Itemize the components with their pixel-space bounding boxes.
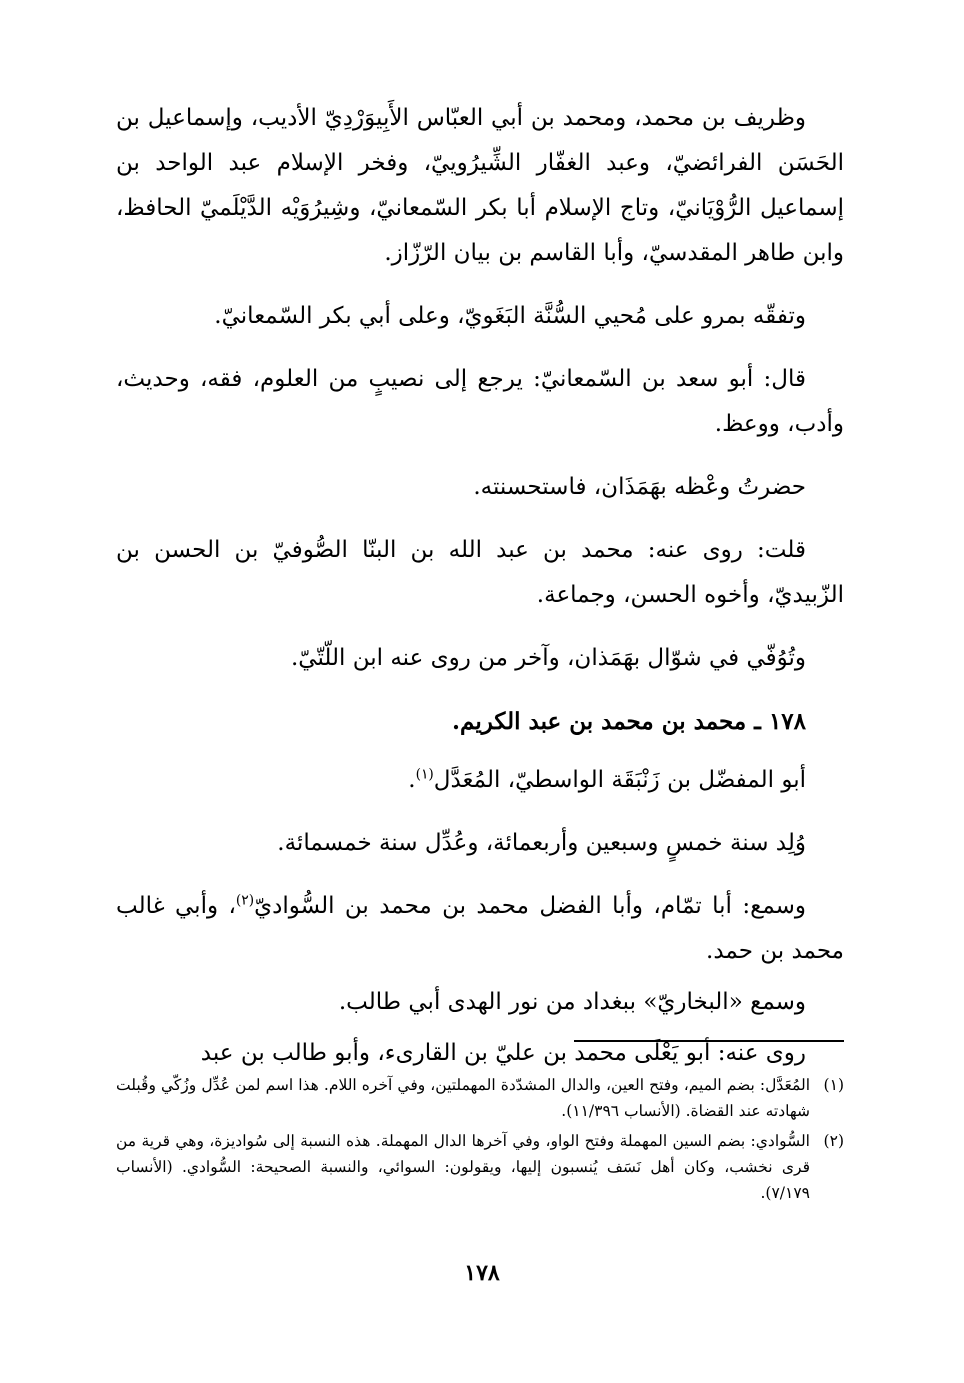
footnote-number: (٢) — [823, 1132, 844, 1150]
paragraph-bukhari: وسمع «البخاريّ» ببغداد من نور الهدى أبي طالب. — [338, 989, 806, 1015]
footnote-text: المُعَدَّل: بضم الميم، وفتح العين، والدال المشدّدة المهملتين، وفي آخره اللام. هذا اسم لمن عُدِّل وزُكّي وقُبلت شهادته عند القضاة. (الأنساب ١١/٣٩٦). — [116, 1076, 810, 1120]
paragraph-narrated-by: روى عنه: أبو يَعْلَى محمد بن عليّ بن القارىء، وأبو طالب بن عبد — [200, 1040, 806, 1066]
name-end: . — [408, 767, 416, 793]
paragraph-narrators: قلت: روى عنه: محمد بن عبد الله بن البنّا الصُّوفيّ بن الحسن بن الزّبيديّ، وأخوه الحسن، وجماعة. — [116, 537, 844, 608]
heard-text-b: ، وأبي غالب محمد بن حمد. — [116, 893, 844, 964]
footnote-ref-2[interactable]: (٢) — [235, 892, 255, 909]
paragraph-attended: حضرتُ وعْظه بهَمَذَان، فاستحسنته. — [473, 474, 806, 500]
footnote-1 — [116, 1072, 844, 1124]
footnote-ref-1[interactable]: (١) — [415, 766, 434, 783]
main-text — [116, 96, 844, 1082]
paragraph-quote: قال: أبو سعد بن السّمعانيّ: يرجع إلى نصيبٍ من العلوم، فقه، وحديث، وأدب، ووعظ. — [116, 366, 844, 437]
paragraph-heard — [116, 884, 844, 974]
footnote-text: السُّوادي: بضم السين المهملة وفتح الواو، وفي آخرها الدال المهملة. هذه النسبة إلى سُواديزة، وهي قرية من قرى نخشب، وكان أهل نَسَف يُنسبون إليها، ويقولون: السوائي، والنسبة الصحيحة: السُّوادي. (الأنساب ٧/١٧٩). — [116, 1132, 810, 1202]
entry-heading: ١٧٨ ـ محمد بن محمد بن عبد الكريم. — [452, 708, 806, 735]
paragraph-name — [116, 758, 844, 803]
name-text: أبو المفضّل بن زَنْبَقَة الواسطيّ، المُعَدَّل — [433, 767, 806, 793]
paragraph-study: وتفقّه بمرو على مُحيي السُّنَّة البَغَويّ، وعلى أبي بكر السّمعانيّ. — [214, 303, 806, 329]
heard-text-a: وسمع: أبا تمّام، وأبا الفضل محمد بن محمد بن السُّواديّ — [254, 893, 806, 919]
footnote-separator — [574, 1040, 844, 1042]
footnote-number: (١) — [823, 1076, 844, 1094]
footnotes — [116, 1072, 844, 1210]
paragraph-birth: وُلِد سنة خمسٍ وسبعين وأربعمائة، وعُدِّل سنة خمسمائة. — [277, 830, 806, 856]
page-number: ١٧٨ — [464, 1260, 500, 1286]
paragraph-death: وتُوُفّي في شوّال بهَمَذان، وآخر من روى عنه ابن اللّتّيّ. — [290, 645, 806, 671]
paragraph-teachers: وظريف بن محمد، ومحمد بن أبي العبّاس الأَبِيوَرْدِيّ الأديب، وإسماعيل بن الحَسَن الفرائضيّ، وعبد الغفّار الشِّيرُوييّ، وفخر الإسلام عبد الواحد بن إسماعيل الرُّوْيَانيّ، وتاج الإسلام أبا بكر السّمعانيّ، وشِيرُوَيْه الدَّيْلَميّ الحافظ، وابن طاهر المقدسيّ، وأبا القاسم بن بيان الرّزّاز. — [116, 105, 844, 266]
footnote-2 — [116, 1128, 844, 1206]
